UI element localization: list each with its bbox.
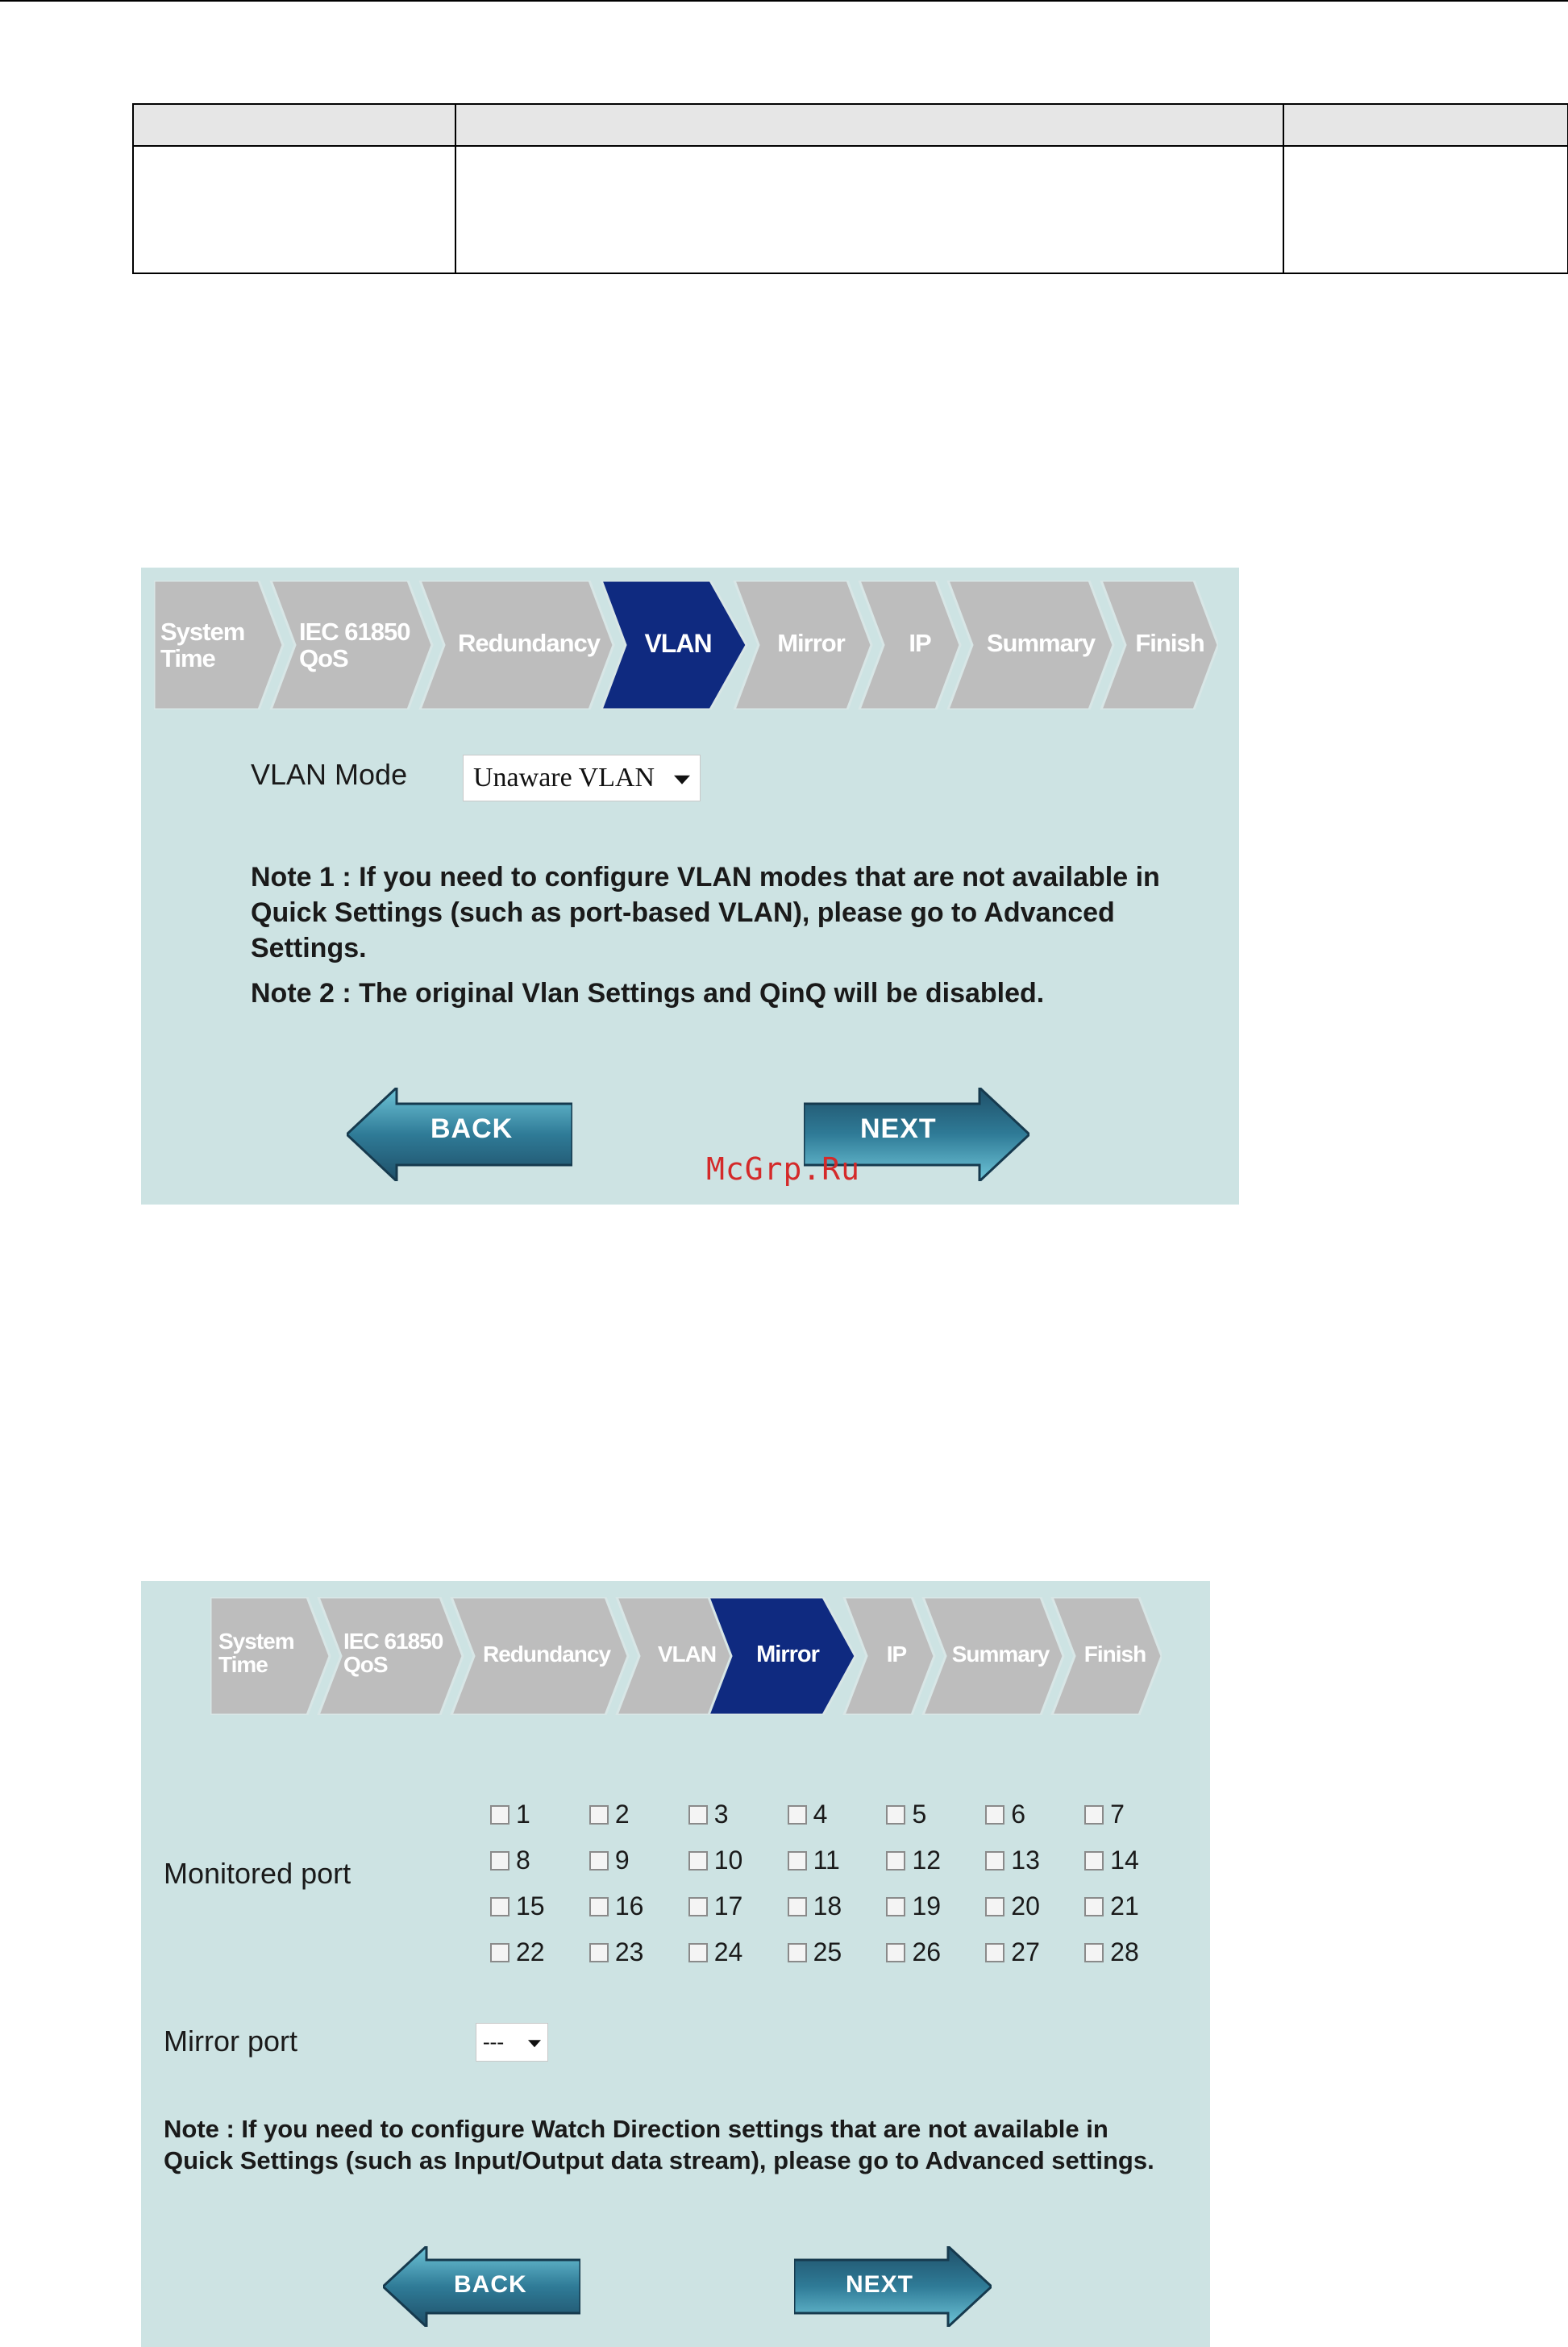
monitored-port-grid — [490, 1791, 1183, 1975]
wizard-step-summary[interactable]: Summary — [986, 629, 1096, 657]
port-checkbox-14[interactable] — [1084, 1837, 1183, 1883]
port-number-label: 14 — [1110, 1846, 1139, 1875]
port-number-label: 20 — [1011, 1891, 1040, 1920]
next-button-label: NEXT — [846, 2271, 914, 2298]
checkbox-box[interactable] — [688, 1851, 708, 1871]
port-number-label: 17 — [713, 1891, 743, 1920]
checkbox-box[interactable] — [589, 1897, 609, 1916]
port-number-label: 18 — [813, 1891, 842, 1920]
port-row — [490, 1929, 1183, 1975]
vlan-note-1 — [251, 859, 1160, 966]
port-checkbox-12[interactable] — [886, 1837, 985, 1883]
port-checkbox-21[interactable] — [1084, 1883, 1183, 1929]
checkbox-box[interactable] — [985, 1943, 1004, 1962]
table-cell — [455, 146, 1283, 273]
port-checkbox-15[interactable] — [490, 1883, 589, 1929]
checkbox-box[interactable] — [788, 1943, 807, 1962]
port-checkbox-22[interactable] — [490, 1929, 589, 1975]
checkbox-box[interactable] — [1084, 1805, 1104, 1825]
port-checkbox-6[interactable] — [985, 1791, 1084, 1837]
port-number-label: 11 — [813, 1846, 840, 1875]
port-number-label: 16 — [614, 1891, 644, 1920]
checkbox-box[interactable] — [1084, 1943, 1104, 1962]
wizard-step-finish[interactable]: Finish — [1083, 1642, 1146, 1667]
checkbox-box[interactable] — [490, 1805, 509, 1825]
port-checkbox-24[interactable] — [688, 1929, 788, 1975]
port-number-label: 8 — [516, 1846, 530, 1875]
checkbox-box[interactable] — [985, 1897, 1004, 1916]
checkbox-box[interactable] — [886, 1897, 905, 1916]
back-button[interactable] — [347, 1088, 572, 1181]
checkbox-box[interactable] — [886, 1943, 905, 1962]
port-checkbox-2[interactable] — [589, 1791, 688, 1837]
wizard-step-mirror[interactable]: Mirror — [777, 629, 845, 657]
port-number-label: 15 — [516, 1891, 545, 1920]
checkbox-box[interactable] — [688, 1897, 708, 1916]
mirror-note — [164, 2113, 1154, 2176]
table-cell — [133, 146, 455, 273]
port-number-label: 7 — [1110, 1800, 1125, 1829]
chevron-down-icon — [674, 776, 690, 784]
port-number-label: 2 — [614, 1800, 630, 1829]
table-header-cell — [133, 104, 455, 146]
port-checkbox-9[interactable] — [589, 1837, 688, 1883]
wizard-step-vlan[interactable]: VLAN — [657, 1642, 717, 1667]
checkbox-box[interactable] — [688, 1943, 708, 1962]
port-checkbox-26[interactable] — [886, 1929, 985, 1975]
checkbox-box[interactable] — [688, 1805, 708, 1825]
port-row — [490, 1791, 1183, 1837]
vlan-mode-select[interactable] — [463, 755, 701, 801]
port-number-label: 13 — [1011, 1846, 1040, 1875]
port-checkbox-23[interactable] — [589, 1929, 688, 1975]
document-table — [132, 103, 1568, 274]
checkbox-box[interactable] — [589, 1943, 609, 1962]
port-row — [490, 1883, 1183, 1929]
checkbox-box[interactable] — [788, 1805, 807, 1825]
wizard-step-bar — [210, 1597, 1162, 1715]
port-number-label: 12 — [912, 1846, 942, 1875]
vlan-note-1-line: Quick Settings (such as port-based VLAN), please go to Advanced — [251, 897, 1115, 928]
chevron-down-icon — [528, 2040, 541, 2047]
back-button-label: BACK — [430, 1113, 514, 1144]
vlan-note-1-line: Settings. — [251, 933, 367, 963]
port-number-label: 28 — [1110, 1937, 1139, 1966]
port-checkbox-18[interactable] — [788, 1883, 887, 1929]
checkbox-box[interactable] — [788, 1897, 807, 1916]
wizard-step-system-time[interactable]: System Time — [218, 1629, 294, 1678]
port-checkbox-11[interactable] — [788, 1837, 887, 1883]
port-checkbox-27[interactable] — [985, 1929, 1084, 1975]
vlan-settings-screenshot — [141, 568, 1239, 1205]
vlan-note-1-line: Note 1 : If you need to configure VLAN modes that are not available in — [251, 862, 1160, 893]
mirror-port-value: --- — [483, 2030, 504, 2054]
checkbox-box[interactable] — [490, 1943, 509, 1962]
wizard-step-qos[interactable]: IEC 61850 QoS — [299, 618, 410, 672]
table-header-row — [133, 104, 1568, 146]
table-header-cell — [455, 104, 1283, 146]
port-checkbox-4[interactable] — [788, 1791, 887, 1837]
port-number-label: 25 — [813, 1937, 842, 1966]
port-checkbox-10[interactable] — [688, 1837, 788, 1883]
port-checkbox-5[interactable] — [886, 1791, 985, 1837]
mirror-port-select[interactable] — [476, 2023, 548, 2062]
checkbox-box[interactable] — [490, 1851, 509, 1871]
watermark: McGrp.Ru — [706, 1151, 861, 1187]
port-number-label: 9 — [614, 1846, 630, 1875]
vlan-mode-label: VLAN Mode — [251, 758, 408, 791]
next-button[interactable] — [794, 2246, 992, 2327]
checkbox-box[interactable] — [886, 1851, 905, 1871]
port-checkbox-1[interactable] — [490, 1791, 589, 1837]
wizard-step-finish[interactable]: Finish — [1135, 629, 1204, 657]
wizard-step-bar — [154, 581, 1218, 710]
port-number-label: 10 — [713, 1846, 743, 1875]
wizard-step-system-time[interactable]: System Time — [160, 618, 245, 672]
table-row — [133, 146, 1568, 273]
vlan-note-2: Note 2 : The original Vlan Settings and QinQ will be disabled. — [251, 978, 1045, 1009]
port-number-label: 21 — [1110, 1891, 1139, 1920]
wizard-step-ip[interactable]: IP — [886, 1642, 907, 1667]
port-number-label: 23 — [614, 1937, 644, 1966]
port-number-label: 26 — [912, 1937, 942, 1966]
port-checkbox-13[interactable] — [985, 1837, 1084, 1883]
mirror-note-line: Quick Settings (such as Input/Output data stream), please go to Advanced settings. — [164, 2146, 1154, 2174]
port-checkbox-20[interactable] — [985, 1883, 1084, 1929]
wizard-step-vlan[interactable]: VLAN — [644, 629, 712, 658]
next-button-label: NEXT — [860, 1113, 937, 1144]
back-button-label: BACK — [454, 2271, 527, 2298]
checkbox-box[interactable] — [589, 1805, 609, 1825]
vlan-mode-value: Unaware VLAN — [473, 763, 655, 793]
port-number-label: 19 — [912, 1891, 942, 1920]
table-header-cell — [1283, 104, 1568, 146]
port-checkbox-3[interactable] — [688, 1791, 788, 1837]
port-number-label: 27 — [1011, 1937, 1040, 1966]
port-row — [490, 1837, 1183, 1883]
port-checkbox-25[interactable] — [788, 1929, 887, 1975]
monitored-port-label: Monitored port — [164, 1857, 351, 1890]
port-checkbox-19[interactable] — [886, 1883, 985, 1929]
port-number-label: 6 — [1011, 1800, 1026, 1829]
wizard-step-ip[interactable]: IP — [909, 629, 931, 657]
checkbox-box[interactable] — [589, 1851, 609, 1871]
back-button[interactable] — [383, 2246, 580, 2327]
checkbox-box[interactable] — [1084, 1851, 1104, 1871]
port-number-label: 1 — [516, 1800, 530, 1829]
checkbox-box[interactable] — [985, 1805, 1004, 1825]
port-number-label: 24 — [713, 1937, 743, 1966]
mirror-port-label: Mirror port — [164, 2024, 298, 2058]
checkbox-box[interactable] — [788, 1851, 807, 1871]
port-number-label: 22 — [516, 1937, 545, 1966]
port-checkbox-28[interactable] — [1084, 1929, 1183, 1975]
port-number-label: 5 — [912, 1800, 927, 1829]
wizard-step-summary[interactable]: Summary — [951, 1642, 1050, 1667]
port-number-label: 3 — [713, 1800, 729, 1829]
top-rule — [0, 0, 1568, 2]
port-checkbox-8[interactable] — [490, 1837, 589, 1883]
wizard-step-redundancy[interactable]: Redundancy — [482, 1642, 611, 1667]
checkbox-box[interactable] — [886, 1805, 905, 1825]
mirror-note-line: Note : If you need to configure Watch Direction settings that are not available in — [164, 2115, 1108, 2143]
wizard-step-redundancy[interactable]: Redundancy — [457, 629, 601, 657]
port-number-label: 4 — [813, 1800, 828, 1829]
port-checkbox-7[interactable] — [1084, 1791, 1183, 1837]
port-checkbox-16[interactable] — [589, 1883, 688, 1929]
wizard-step-qos[interactable]: IEC 61850 QoS — [343, 1629, 443, 1678]
wizard-step-mirror[interactable]: Mirror — [756, 1642, 819, 1667]
checkbox-box[interactable] — [1084, 1897, 1104, 1916]
table-cell — [1283, 146, 1568, 273]
port-checkbox-17[interactable] — [688, 1883, 788, 1929]
checkbox-box[interactable] — [985, 1851, 1004, 1871]
checkbox-box[interactable] — [490, 1897, 509, 1916]
